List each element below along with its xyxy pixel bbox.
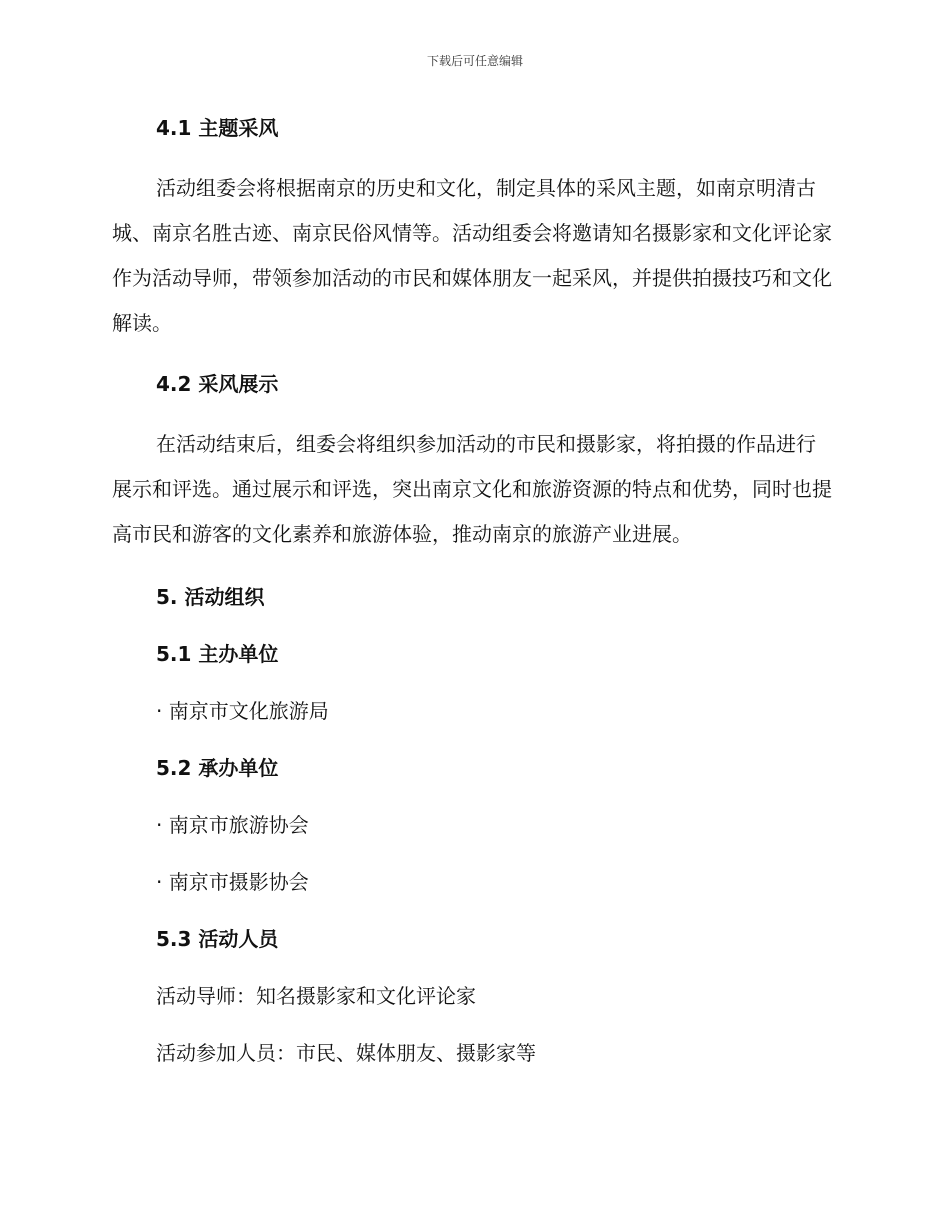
section-4-1-heading: 4.1 主题采风 xyxy=(156,116,279,140)
section-4-1-paragraph: 活动组委会将根据南京的历史和文化，制定具体的采风主题，如南京明清古城、南京名胜古迹、南京民俗风情等。活动组委会将邀请知名摄影家和文化评论家作为活动导师，带领参加活动的市民和媒体朋友一起采风，并提供拍摄技巧和文化解读。 xyxy=(112,176,832,335)
participants-line: 活动参加人员：市民、媒体朋友、摄影家等 xyxy=(156,1041,536,1065)
list-item: · 南京市文化旅游局 xyxy=(156,699,329,723)
list-item: · 南京市旅游协会 xyxy=(156,813,309,837)
mentor-line: 活动导师：知名摄影家和文化评论家 xyxy=(156,984,476,1008)
section-4-2-heading: 4.2 采风展示 xyxy=(156,372,279,396)
section-5-1-heading: 5.1 主办单位 xyxy=(156,642,279,666)
section-5-heading: 5. 活动组织 xyxy=(156,585,265,609)
section-5-3-heading: 5.3 活动人员 xyxy=(156,927,279,951)
document-body xyxy=(112,112,832,1069)
list-item: · 南京市摄影协会 xyxy=(156,870,309,894)
section-4-2-paragraph: 在活动结束后，组委会将组织参加活动的市民和摄影家，将拍摄的作品进行展示和评选。通过展示和评选，突出南京文化和旅游资源的特点和优势，同时也提高市民和游客的文化素养和旅游体验，推动南京的旅游产业进展。 xyxy=(112,432,832,546)
page-header: 下载后可任意编辑 xyxy=(426,54,523,68)
section-5-2-heading: 5.2 承办单位 xyxy=(156,756,279,780)
